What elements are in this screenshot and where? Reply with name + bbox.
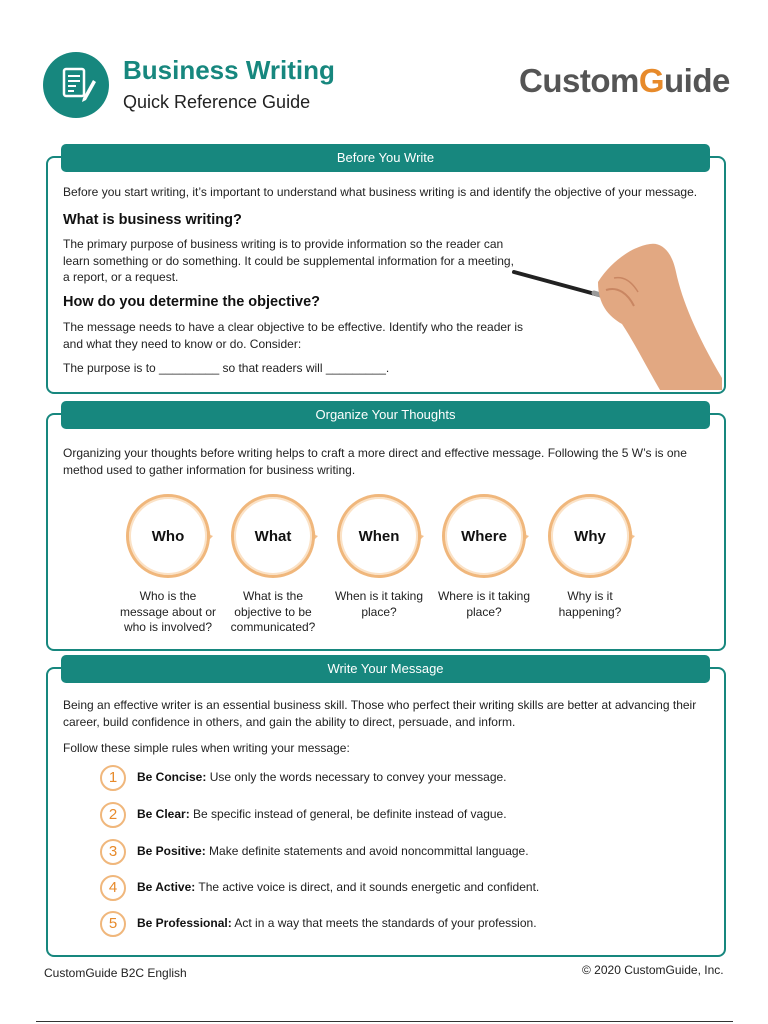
rule-number-badge: 5 — [100, 911, 126, 937]
rule-number-badge: 3 — [100, 839, 126, 865]
rule-text: Make definite statements and avoid noncommittal language. — [205, 844, 529, 858]
w-label: When — [358, 527, 400, 545]
rule-title: Be Professional: — [137, 916, 232, 930]
rule-number-badge: 4 — [100, 875, 126, 901]
rule-number-badge: 2 — [100, 802, 126, 828]
w-circle-why — [548, 494, 632, 578]
w-label: Who — [151, 527, 185, 545]
organize-intro: Organizing your thoughts before writing helps to craft a more direct and effective message. Following the 5 W’s is one method used to gather information for business writing. — [63, 446, 687, 477]
section-header: Write Your Message — [61, 655, 710, 683]
w-label: What — [254, 527, 292, 545]
question-heading: How do you determine the objective? — [63, 294, 321, 310]
divider — [36, 1021, 733, 1022]
document-logo-icon — [43, 52, 109, 118]
rule-item — [137, 916, 537, 930]
w-label: Where — [461, 527, 507, 545]
w-circle-where — [442, 494, 526, 578]
w-question: When is it taking place? — [334, 589, 424, 619]
write-intro: Being an effective writer is an essential business skill. Those who perfect their writing skills are better at advancing their career, build confidence in others, and gain the ability to direct, persuade, and inform. — [63, 698, 697, 729]
w-question: What is the objective to be communicated? — [230, 589, 316, 634]
rule-item — [137, 880, 539, 894]
before-intro: Before you start writing, it’s important to understand what business writing is and identify the objective of your message. — [63, 185, 698, 199]
rule-text: Be specific instead of general, be definite instead of vague. — [189, 807, 507, 821]
rule-text: Use only the words necessary to convey your message. — [206, 770, 507, 784]
purpose-statement: The purpose is to _________ so that readers will _________. — [63, 361, 390, 375]
w-label: Why — [574, 527, 606, 545]
question-body: The primary purpose of business writing is to provide information so the reader can learn something or do something. It could be supplemental information for a meeting, a report, or a request. — [63, 237, 514, 284]
rules-lead: Follow these simple rules when writing your message: — [63, 741, 350, 755]
footer-left: CustomGuide B2C English — [44, 966, 187, 980]
section-header: Organize Your Thoughts — [61, 401, 710, 429]
rule-title: Be Positive: — [137, 844, 206, 858]
w-question: Where is it taking place? — [437, 589, 531, 619]
w-question: Why is it happening? — [558, 589, 622, 619]
question-heading: What is business writing? — [63, 212, 242, 228]
section-header: Before You Write — [61, 144, 710, 172]
page-subtitle: Quick Reference Guide — [123, 92, 311, 112]
rule-number-badge: 1 — [100, 765, 126, 791]
rule-title: Be Concise: — [137, 770, 207, 784]
rule-text: The active voice is direct, and it sounds energetic and confident. — [195, 880, 540, 894]
w-circle-what — [231, 494, 315, 578]
brand-logo: CustomGuide — [519, 62, 730, 99]
w-circle-when — [337, 494, 421, 578]
rule-text: Act in a way that meets the standards of your profession. — [231, 916, 537, 930]
question-body: The message needs to have a clear objective to be effective. Identify who the reader is and what they need to know or do. Consider: — [63, 320, 524, 351]
rule-title: Be Clear: — [137, 807, 190, 821]
page-title: Business Writing — [123, 55, 335, 85]
rule-item — [137, 770, 507, 784]
rule-item — [137, 807, 507, 821]
rule-title: Be Active: — [137, 880, 196, 894]
footer-copyright: © 2020 CustomGuide, Inc. — [582, 963, 724, 977]
w-circle-who — [126, 494, 210, 578]
w-question: Who is the message about or who is involved? — [119, 589, 217, 634]
hand-with-pen-illustration — [510, 238, 722, 390]
rule-item — [137, 844, 529, 858]
